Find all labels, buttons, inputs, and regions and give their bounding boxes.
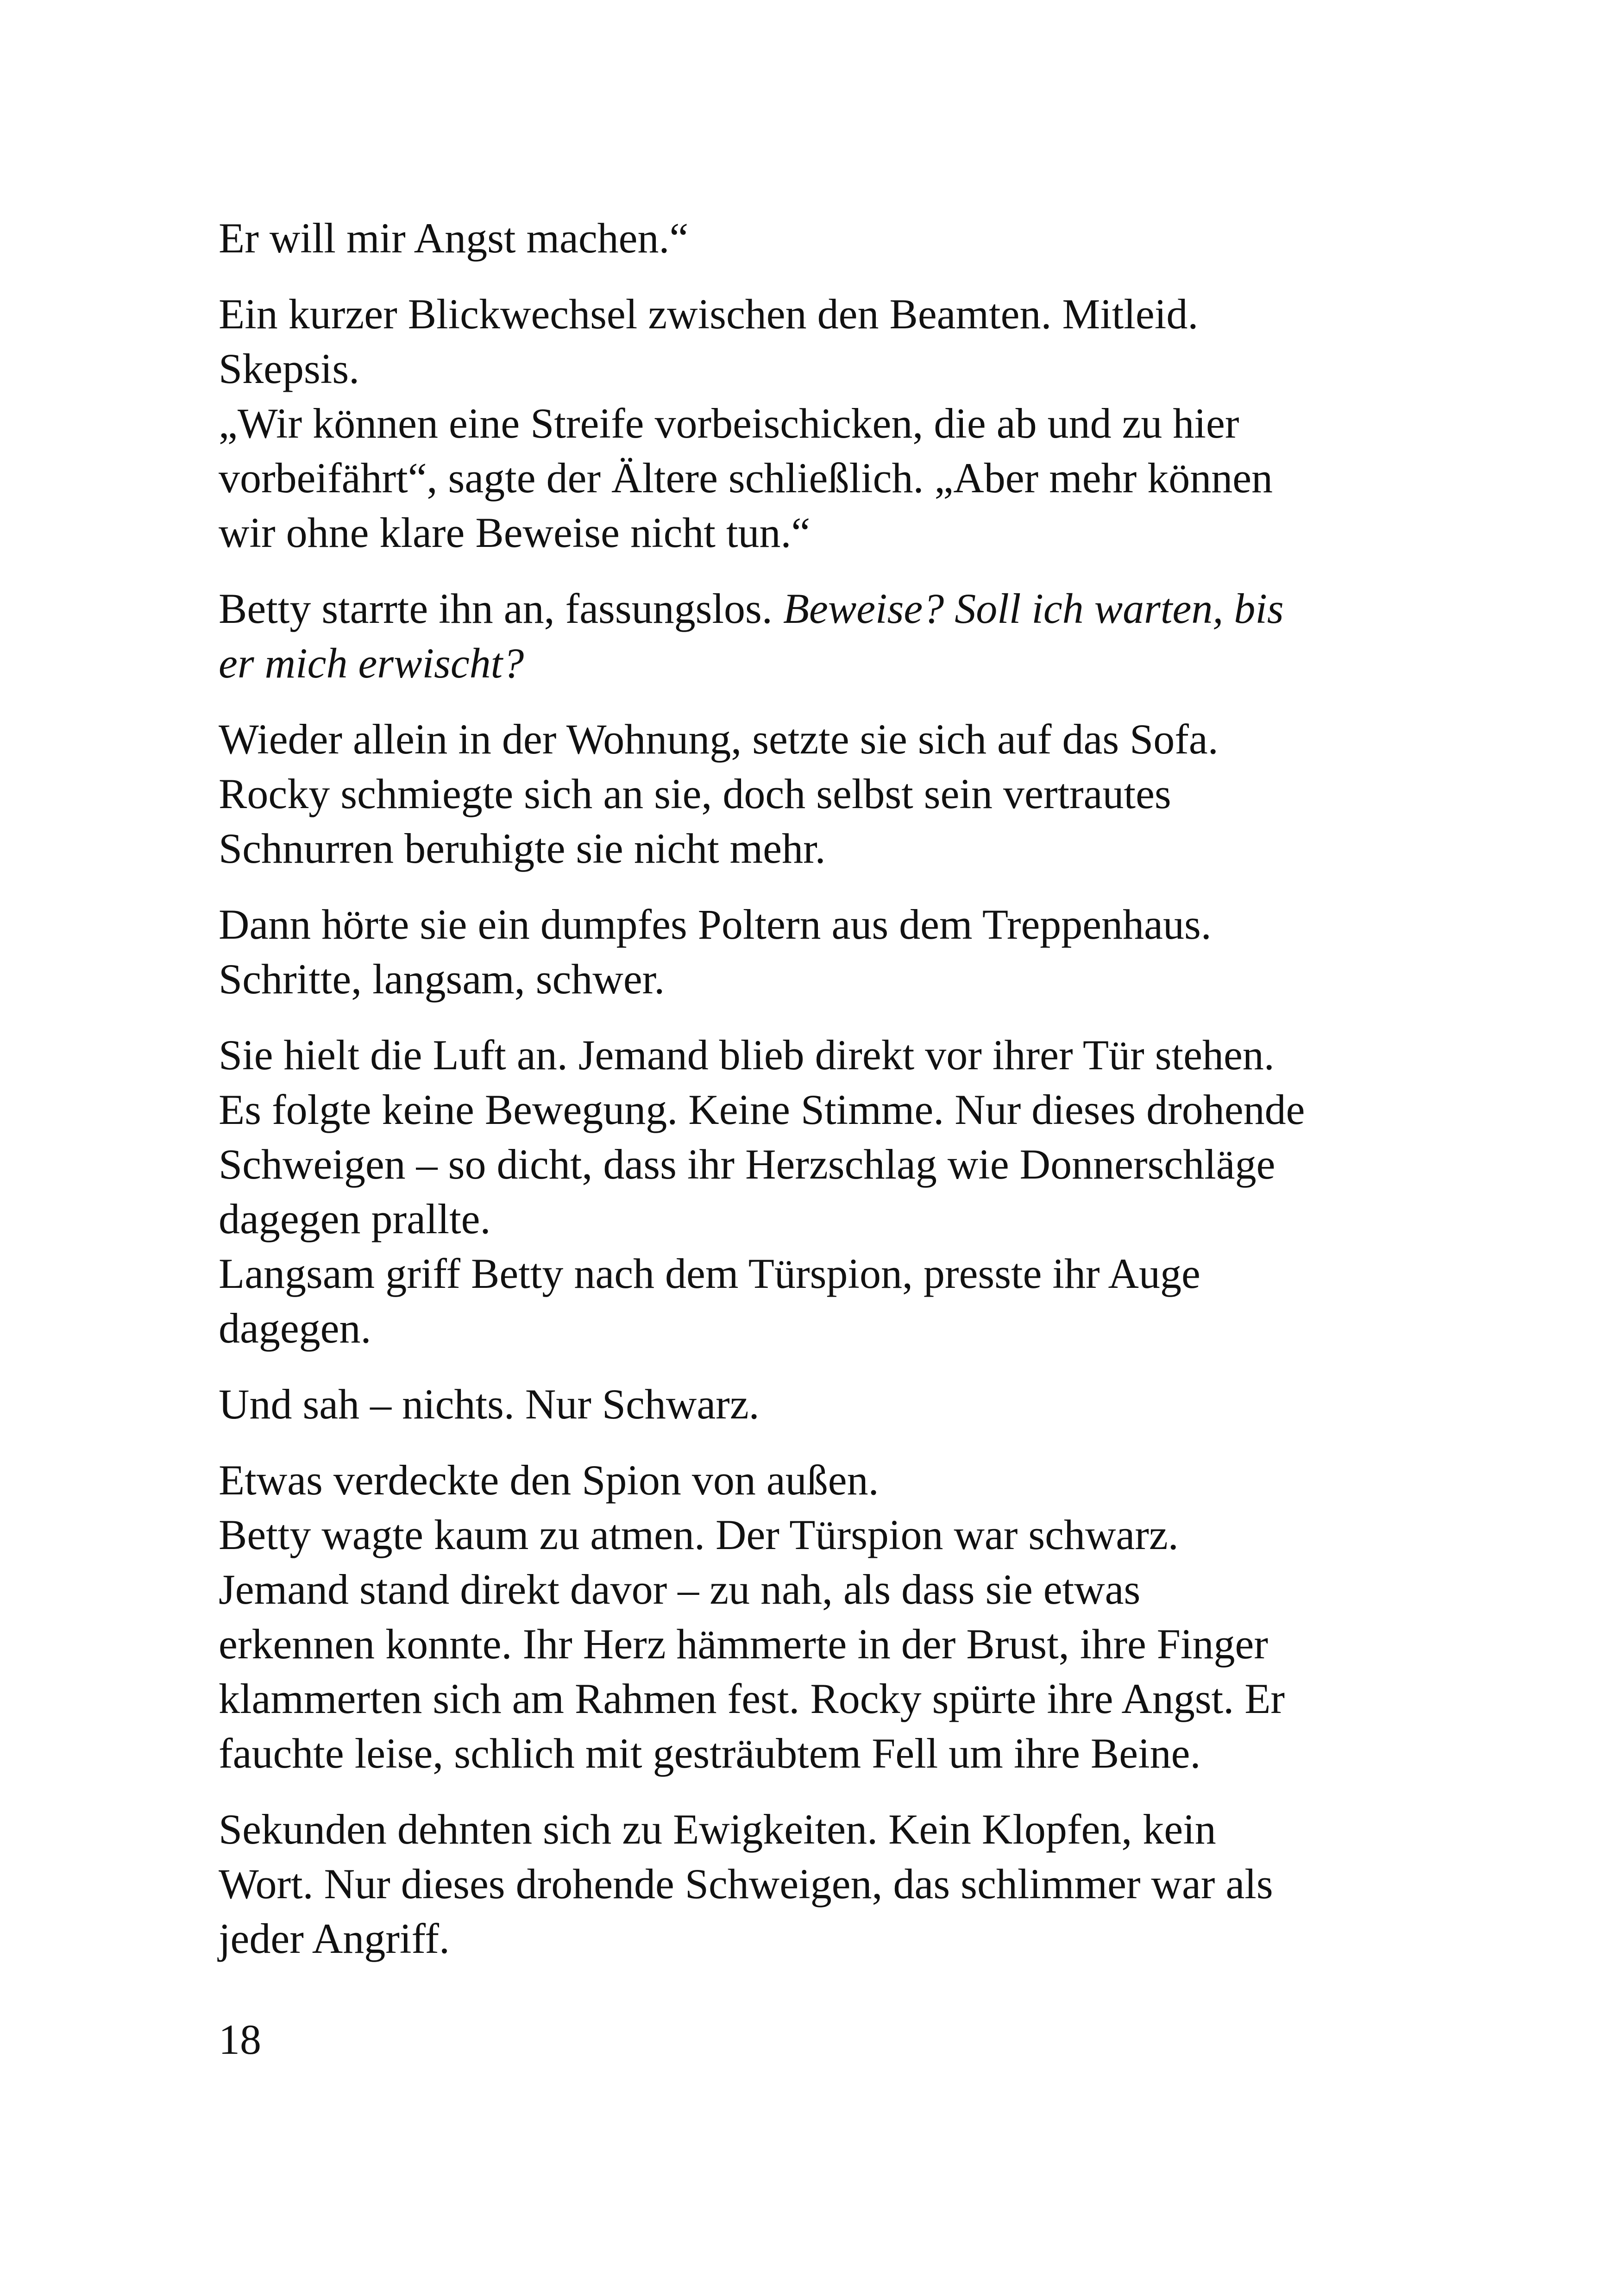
text-line: Er will mir Angst machen.“ xyxy=(219,214,689,262)
text-line: Wort. Nur dieses drohende Schweigen, das schlimmer war als xyxy=(219,1860,1273,1907)
text-line: Schnurren beruhigte sie nicht mehr. xyxy=(219,825,826,872)
text-line: Wieder allein in der Wohnung, setzte sie sich auf das Sofa. xyxy=(219,715,1219,763)
text-line: Schweigen – so dicht, dass ihr Herzschlag wie Donnerschläge xyxy=(219,1141,1275,1188)
text-line: Sie hielt die Luft an. Jemand blieb direkt vor ihrer Tür stehen. xyxy=(219,1031,1275,1079)
text-line: Langsam griff Betty nach dem Türspion, presste ihr Auge xyxy=(219,1250,1200,1297)
paragraph-2 xyxy=(219,287,1423,396)
text-line: Ein kurzer Blickwechsel zwischen den Beamten. Mitleid. xyxy=(219,290,1199,338)
paragraph-4 xyxy=(219,581,1423,690)
text-line: Schritte, langsam, schwer. xyxy=(219,955,665,1003)
paragraph-1 xyxy=(219,211,1423,265)
paragraph-8 xyxy=(219,1246,1423,1355)
text-line: dagegen. xyxy=(219,1305,371,1352)
paragraph-9 xyxy=(219,1377,1423,1431)
text-line: vorbeifährt“, sagte der Ältere schließlich. „Aber mehr können xyxy=(219,454,1273,502)
paragraph-7 xyxy=(219,1028,1423,1246)
text-line: Dann hörte sie ein dumpfes Poltern aus dem Treppenhaus. xyxy=(219,901,1212,948)
paragraph-6 xyxy=(219,897,1423,1006)
text-line: wir ohne klare Beweise nicht tun.“ xyxy=(219,509,810,556)
page-number: 18 xyxy=(219,2016,261,2063)
paragraph-10 xyxy=(219,1453,1423,1507)
text-line: Es folgte keine Bewegung. Keine Stimme. Nur dieses drohende xyxy=(219,1086,1305,1133)
text-line: Skepsis. xyxy=(219,345,360,392)
text-line: Sekunden dehnten sich zu Ewigkeiten. Kein Klopfen, kein xyxy=(219,1806,1216,1853)
text-line: „Wir können eine Streife vorbeischicken, die ab und zu hier xyxy=(219,400,1239,447)
text-line: Rocky schmiegte sich an sie, doch selbst sein vertrautes xyxy=(219,770,1171,817)
text-line: klammerten sich am Rahmen fest. Rocky spürte ihre Angst. Er xyxy=(219,1675,1285,1722)
paragraph-11 xyxy=(219,1507,1423,1781)
text-line: dagegen prallte. xyxy=(219,1195,491,1242)
text-line: Jemand stand direkt davor – zu nah, als dass sie etwas xyxy=(219,1566,1141,1613)
paragraph-12 xyxy=(219,1802,1423,1966)
italic-thought: Beweise? Soll ich warten, bis xyxy=(783,585,1284,632)
paragraph-3 xyxy=(219,396,1423,560)
body-text xyxy=(219,211,1423,1966)
paragraph-5 xyxy=(219,712,1423,876)
text-line: Betty starrte ihn an, fassungslos. xyxy=(219,585,783,632)
text-line: Betty wagte kaum zu atmen. Der Türspion war schwarz. xyxy=(219,1511,1179,1558)
italic-thought: er mich erwischt? xyxy=(219,640,524,687)
text-line: erkennen konnte. Ihr Herz hämmerte in der Brust, ihre Finger xyxy=(219,1620,1268,1668)
text-line: jeder Angriff. xyxy=(219,1915,450,1962)
text-line: Und sah – nichts. Nur Schwarz. xyxy=(219,1380,760,1428)
text-line: fauchte leise, schlich mit gesträubtem Fell um ihre Beine. xyxy=(219,1730,1201,1777)
text-line: Etwas verdeckte den Spion von außen. xyxy=(219,1456,879,1504)
